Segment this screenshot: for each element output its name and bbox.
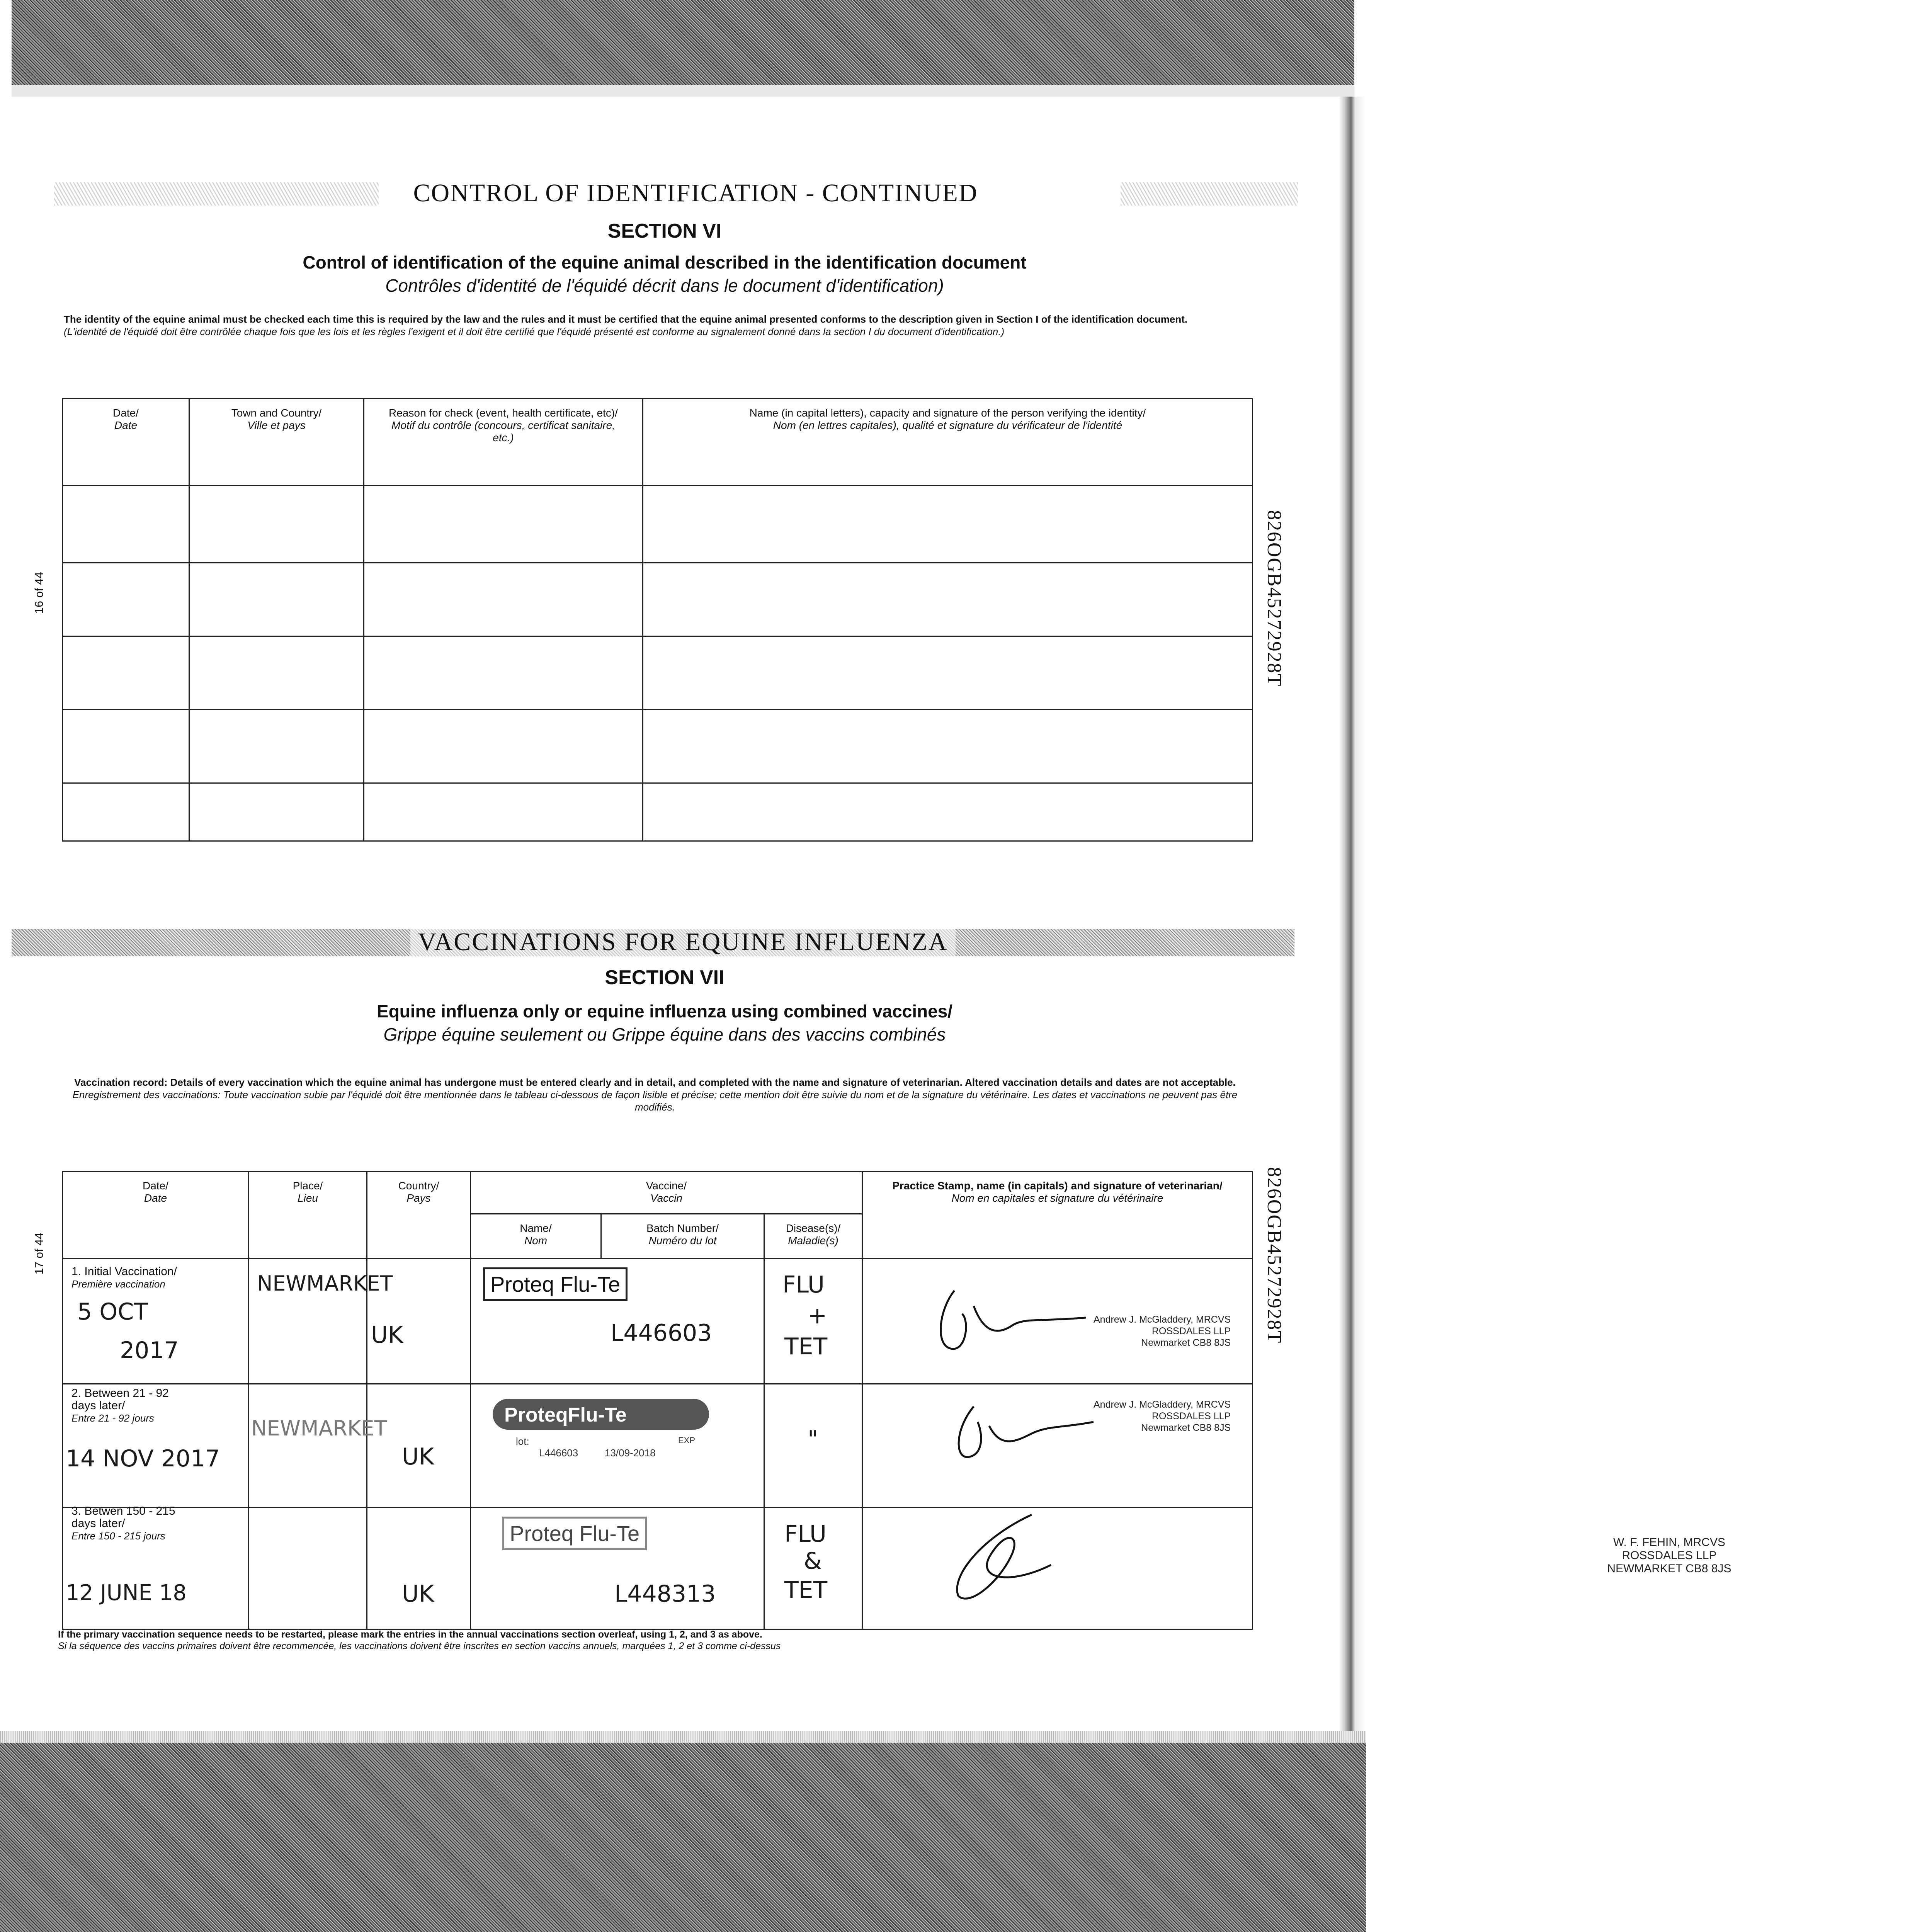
col-disease-en: Disease(s)/ bbox=[786, 1222, 841, 1234]
col-header-date bbox=[63, 1172, 249, 1259]
col-header-disease bbox=[764, 1214, 862, 1259]
section-vi-notice bbox=[64, 313, 1246, 338]
row-2-vet-stamp bbox=[1094, 1399, 1231, 1434]
proteq-label-date: 13/09-2018 bbox=[605, 1447, 656, 1459]
col-vname-en: Name/ bbox=[520, 1222, 552, 1234]
col-vaccine-fr: Vaccin bbox=[650, 1192, 682, 1204]
table-cell bbox=[249, 1384, 367, 1508]
row-1-vet-name: Andrew J. McGladdery, MRCVS bbox=[1094, 1314, 1231, 1325]
table-cell bbox=[63, 636, 189, 710]
side-code-lower: 826OGB45272928T bbox=[1263, 1167, 1285, 1344]
row-2-vet-name: Andrew J. McGladdery, MRCVS bbox=[1094, 1399, 1231, 1410]
header-noise-left bbox=[54, 182, 379, 206]
row-3-label-fr: Entre 150 - 215 jours bbox=[71, 1530, 165, 1542]
table-cell bbox=[643, 710, 1253, 783]
table-cell bbox=[643, 486, 1253, 563]
section-vii-header bbox=[0, 927, 1366, 957]
row-2-signature bbox=[943, 1391, 1097, 1468]
row-1-vet-stamp bbox=[1094, 1314, 1231, 1349]
section-vi-header: CONTROL OF IDENTIFICATION - CONTINUED bbox=[413, 179, 978, 207]
table-cell bbox=[189, 636, 364, 710]
section-vi-header-band bbox=[54, 179, 1310, 209]
row-1-place: NEWMARKET bbox=[257, 1271, 393, 1296]
row-3-date: 12 JUNE 18 bbox=[66, 1580, 187, 1605]
table-cell bbox=[189, 563, 364, 636]
table-row bbox=[63, 563, 1253, 636]
table-cell bbox=[189, 710, 364, 783]
col-town-en: Town and Country/ bbox=[231, 407, 322, 419]
row-3-vet-stamp bbox=[1059, 1536, 1932, 1575]
side-code-upper: 826OGB45272928T bbox=[1263, 510, 1285, 687]
col-reason-en: Reason for check (event, health certificate, etc)/ bbox=[389, 407, 618, 419]
row-2-label-en: 2. Between 21 - 92 days later/ bbox=[71, 1387, 169, 1412]
row-1-label-fr: Première vaccination bbox=[71, 1278, 165, 1290]
col-town-fr: Ville et pays bbox=[247, 419, 306, 431]
col-place-fr: Lieu bbox=[298, 1192, 318, 1204]
section-vii-notice bbox=[64, 1076, 1246, 1113]
row-1-signature bbox=[927, 1279, 1090, 1356]
proteq-label-batch: L446603 bbox=[539, 1447, 578, 1459]
table-cell bbox=[364, 710, 643, 783]
row-3-signature bbox=[935, 1507, 1066, 1607]
header-noise-right bbox=[1121, 182, 1298, 206]
row-2-vet-address: Newmarket CB8 8JS bbox=[1141, 1422, 1231, 1433]
section-vii-header-text: VACCINATIONS FOR EQUINE INFLUENZA bbox=[410, 928, 956, 956]
row-3-disease-line1: FLU bbox=[784, 1520, 827, 1548]
table-cell bbox=[189, 783, 364, 841]
scan-right-edge bbox=[1339, 97, 1366, 1731]
table-cell bbox=[63, 783, 189, 841]
table-cell bbox=[367, 1508, 471, 1629]
table-cell bbox=[249, 1508, 367, 1629]
col-vdate-fr: Date bbox=[144, 1192, 167, 1204]
vaccination-header-row bbox=[63, 1172, 1253, 1214]
row-3-vet-practice: ROSSDALES LLP bbox=[1622, 1549, 1717, 1562]
table-cell bbox=[643, 636, 1253, 710]
row-3-vet-address: NEWMARKET CB8 8JS bbox=[1607, 1562, 1731, 1575]
col-batch-en: Batch Number/ bbox=[646, 1222, 719, 1234]
row-3-vaccine-stamp: Proteq Flu-Te bbox=[502, 1517, 647, 1550]
row-3-country: UK bbox=[402, 1580, 434, 1607]
table-header-row bbox=[63, 399, 1253, 486]
col-name-en: Name (in capital letters), capacity and signature of the person verifying the identity/ bbox=[749, 407, 1146, 419]
section-vi-subtitle-fr: Contrôles d'identité de l'équidé décrit dans le document d'identification) bbox=[385, 276, 944, 296]
table-cell bbox=[364, 486, 643, 563]
row-3-disease-line3: TET bbox=[784, 1577, 828, 1604]
row-1-date-line1: 5 OCT bbox=[77, 1298, 148, 1325]
section-vi-title: SECTION VI bbox=[607, 220, 722, 242]
table-cell bbox=[364, 783, 643, 841]
col-header-name bbox=[643, 399, 1253, 486]
section-vi-subtitle-en: Control of identification of the equine animal described in the identification document bbox=[303, 252, 1027, 272]
col-vdate-en: Date/ bbox=[143, 1180, 168, 1192]
col-header-date bbox=[63, 399, 189, 486]
col-header-batch bbox=[601, 1214, 764, 1259]
footer-note-fr: Si la séquence des vaccins primaires doivent être recommencée, les vaccinations doivent être inscrites en section vaccins annuels, marquées 1, 2 et 3 comme ci-dessus bbox=[58, 1641, 781, 1651]
row-2-vaccine-label bbox=[489, 1399, 713, 1461]
col-place-en: Place/ bbox=[293, 1180, 323, 1192]
col-date-fr: Date bbox=[114, 419, 138, 431]
section-vi-notice-fr: (L'identité de l'équidé doit être contrôlée chaque fois que les lois et les règles l'exigent et il doit être certifié que l'équidé présenté est conforme au signalement donné dans la section I du document d'identification.) bbox=[64, 326, 1005, 337]
section-vii-subtitle-fr: Grippe équine seulement ou Grippe équine dans des vaccins combinés bbox=[383, 1024, 946, 1044]
vacc-row-3-label bbox=[71, 1505, 187, 1542]
row-3-label-en: 3. Betwen 150 - 215 days later/ bbox=[71, 1505, 175, 1530]
scan-top-band bbox=[12, 0, 1354, 97]
vaccination-footer-note bbox=[58, 1629, 781, 1652]
section-vi-notice-en: The identity of the equine animal must be checked each time this is required by the law and the rules and it must be certified that the equine animal presented conforms to the description given in Section I of the identification document. bbox=[64, 313, 1188, 325]
row-2-country: UK bbox=[402, 1443, 434, 1470]
row-3-disease-line2: & bbox=[804, 1548, 822, 1575]
section-vii-title: SECTION VII bbox=[605, 966, 724, 989]
col-batch-fr: Numéro du lot bbox=[648, 1235, 717, 1247]
proteq-label-exp: EXP bbox=[678, 1435, 696, 1445]
row-1-batch: L446603 bbox=[611, 1320, 712, 1347]
section-vii-notice-en: Vaccination record: Details of every vaccination which the equine animal has undergone must be entered clearly and in detail, and completed with the name and signature of veterinarian. Altered vaccination details and dates are not acceptable. bbox=[74, 1077, 1236, 1088]
col-name-fr: Nom (en lettres capitales), qualité et signature du vérificateur de l'identité bbox=[773, 419, 1122, 431]
col-stamp-en: Practice Stamp, name (in capitals) and signature of veterinarian/ bbox=[892, 1180, 1223, 1192]
row-2-date: 14 NOV 2017 bbox=[66, 1445, 220, 1472]
row-1-country: UK bbox=[371, 1321, 403, 1349]
col-country-fr: Pays bbox=[406, 1192, 431, 1204]
row-2-vet-practice: ROSSDALES LLP bbox=[1151, 1411, 1231, 1422]
col-reason-fr: Motif du contrôle (concours, certificat sanitaire, etc.) bbox=[391, 419, 615, 444]
row-1-vet-address: Newmarket CB8 8JS bbox=[1141, 1337, 1231, 1348]
col-disease-fr: Maladie(s) bbox=[788, 1235, 838, 1247]
table-cell bbox=[63, 563, 189, 636]
table-row bbox=[63, 636, 1253, 710]
row-1-disease-line3: TET bbox=[784, 1333, 828, 1360]
table-cell bbox=[364, 563, 643, 636]
section-vii-subtitle-en: Equine influenza only or equine influenza using combined vaccines/ bbox=[376, 1001, 953, 1021]
row-1-vaccine-stamp: Proteq Flu-Te bbox=[483, 1267, 628, 1301]
col-stamp-fr: Nom en capitales et signature du vétérinaire bbox=[951, 1192, 1163, 1204]
row-2-disease: " bbox=[808, 1426, 818, 1453]
row-1-vet-practice: ROSSDALES LLP bbox=[1151, 1326, 1231, 1337]
proteq-label-text: ProteqFlu-Te bbox=[504, 1404, 627, 1426]
table-cell bbox=[364, 636, 643, 710]
col-header-vaccine bbox=[471, 1172, 862, 1214]
table-cell bbox=[643, 563, 1253, 636]
vacc-row-2-label bbox=[71, 1387, 187, 1424]
col-date-en: Date/ bbox=[113, 407, 139, 419]
col-vaccine-en: Vaccine/ bbox=[646, 1180, 687, 1192]
col-header-country bbox=[367, 1172, 471, 1259]
row-1-disease-line2: + bbox=[808, 1302, 827, 1329]
col-vname-fr: Nom bbox=[524, 1235, 548, 1247]
proteq-label-lot: lot: bbox=[516, 1435, 529, 1447]
footer-note-en: If the primary vaccination sequence needs to be restarted, please mark the entries in the annual vaccinations section overleaf, using 1, 2, and 3 as above. bbox=[58, 1629, 762, 1640]
row-1-disease-line1: FLU bbox=[782, 1271, 825, 1298]
col-header-vaccine-name bbox=[471, 1214, 601, 1259]
row-1-label-en: 1. Initial Vaccination/ bbox=[71, 1265, 177, 1278]
table-cell bbox=[63, 710, 189, 783]
table-cell bbox=[189, 486, 364, 563]
col-country-en: Country/ bbox=[398, 1180, 439, 1192]
row-2-label-fr: Entre 21 - 92 jours bbox=[71, 1412, 154, 1424]
table-row bbox=[63, 710, 1253, 783]
vacc-row-1-label bbox=[71, 1265, 177, 1290]
row-3-batch: L448313 bbox=[614, 1580, 716, 1607]
col-header-reason bbox=[364, 399, 643, 486]
col-header-stamp bbox=[862, 1172, 1253, 1259]
page-number-16: 16 of 44 bbox=[33, 572, 46, 614]
identification-check-table bbox=[62, 398, 1253, 842]
page-number-17: 17 of 44 bbox=[33, 1233, 46, 1275]
table-row bbox=[63, 486, 1253, 563]
table-row bbox=[63, 783, 1253, 841]
table-cell bbox=[63, 486, 189, 563]
row-2-place: NEWMARKET bbox=[251, 1416, 387, 1440]
col-header-town bbox=[189, 399, 364, 486]
col-header-place bbox=[249, 1172, 367, 1259]
table-cell bbox=[643, 783, 1253, 841]
section-vii-notice-fr: Enregistrement des vaccinations: Toute vaccination subie par l'équidé doit être mentionnée dans le tableau ci-dessous de façon lisible et précise; cette mention doit être suivie du nom et de la signature du vétérinaire. Les dates et vaccinations ne peuvent pas être modifiés. bbox=[72, 1089, 1238, 1113]
scan-bottom-band bbox=[0, 1731, 1366, 1932]
row-3-vet-name: W. F. FEHIN, MRCVS bbox=[1613, 1536, 1725, 1549]
row-1-date-line2: 2017 bbox=[120, 1337, 179, 1364]
